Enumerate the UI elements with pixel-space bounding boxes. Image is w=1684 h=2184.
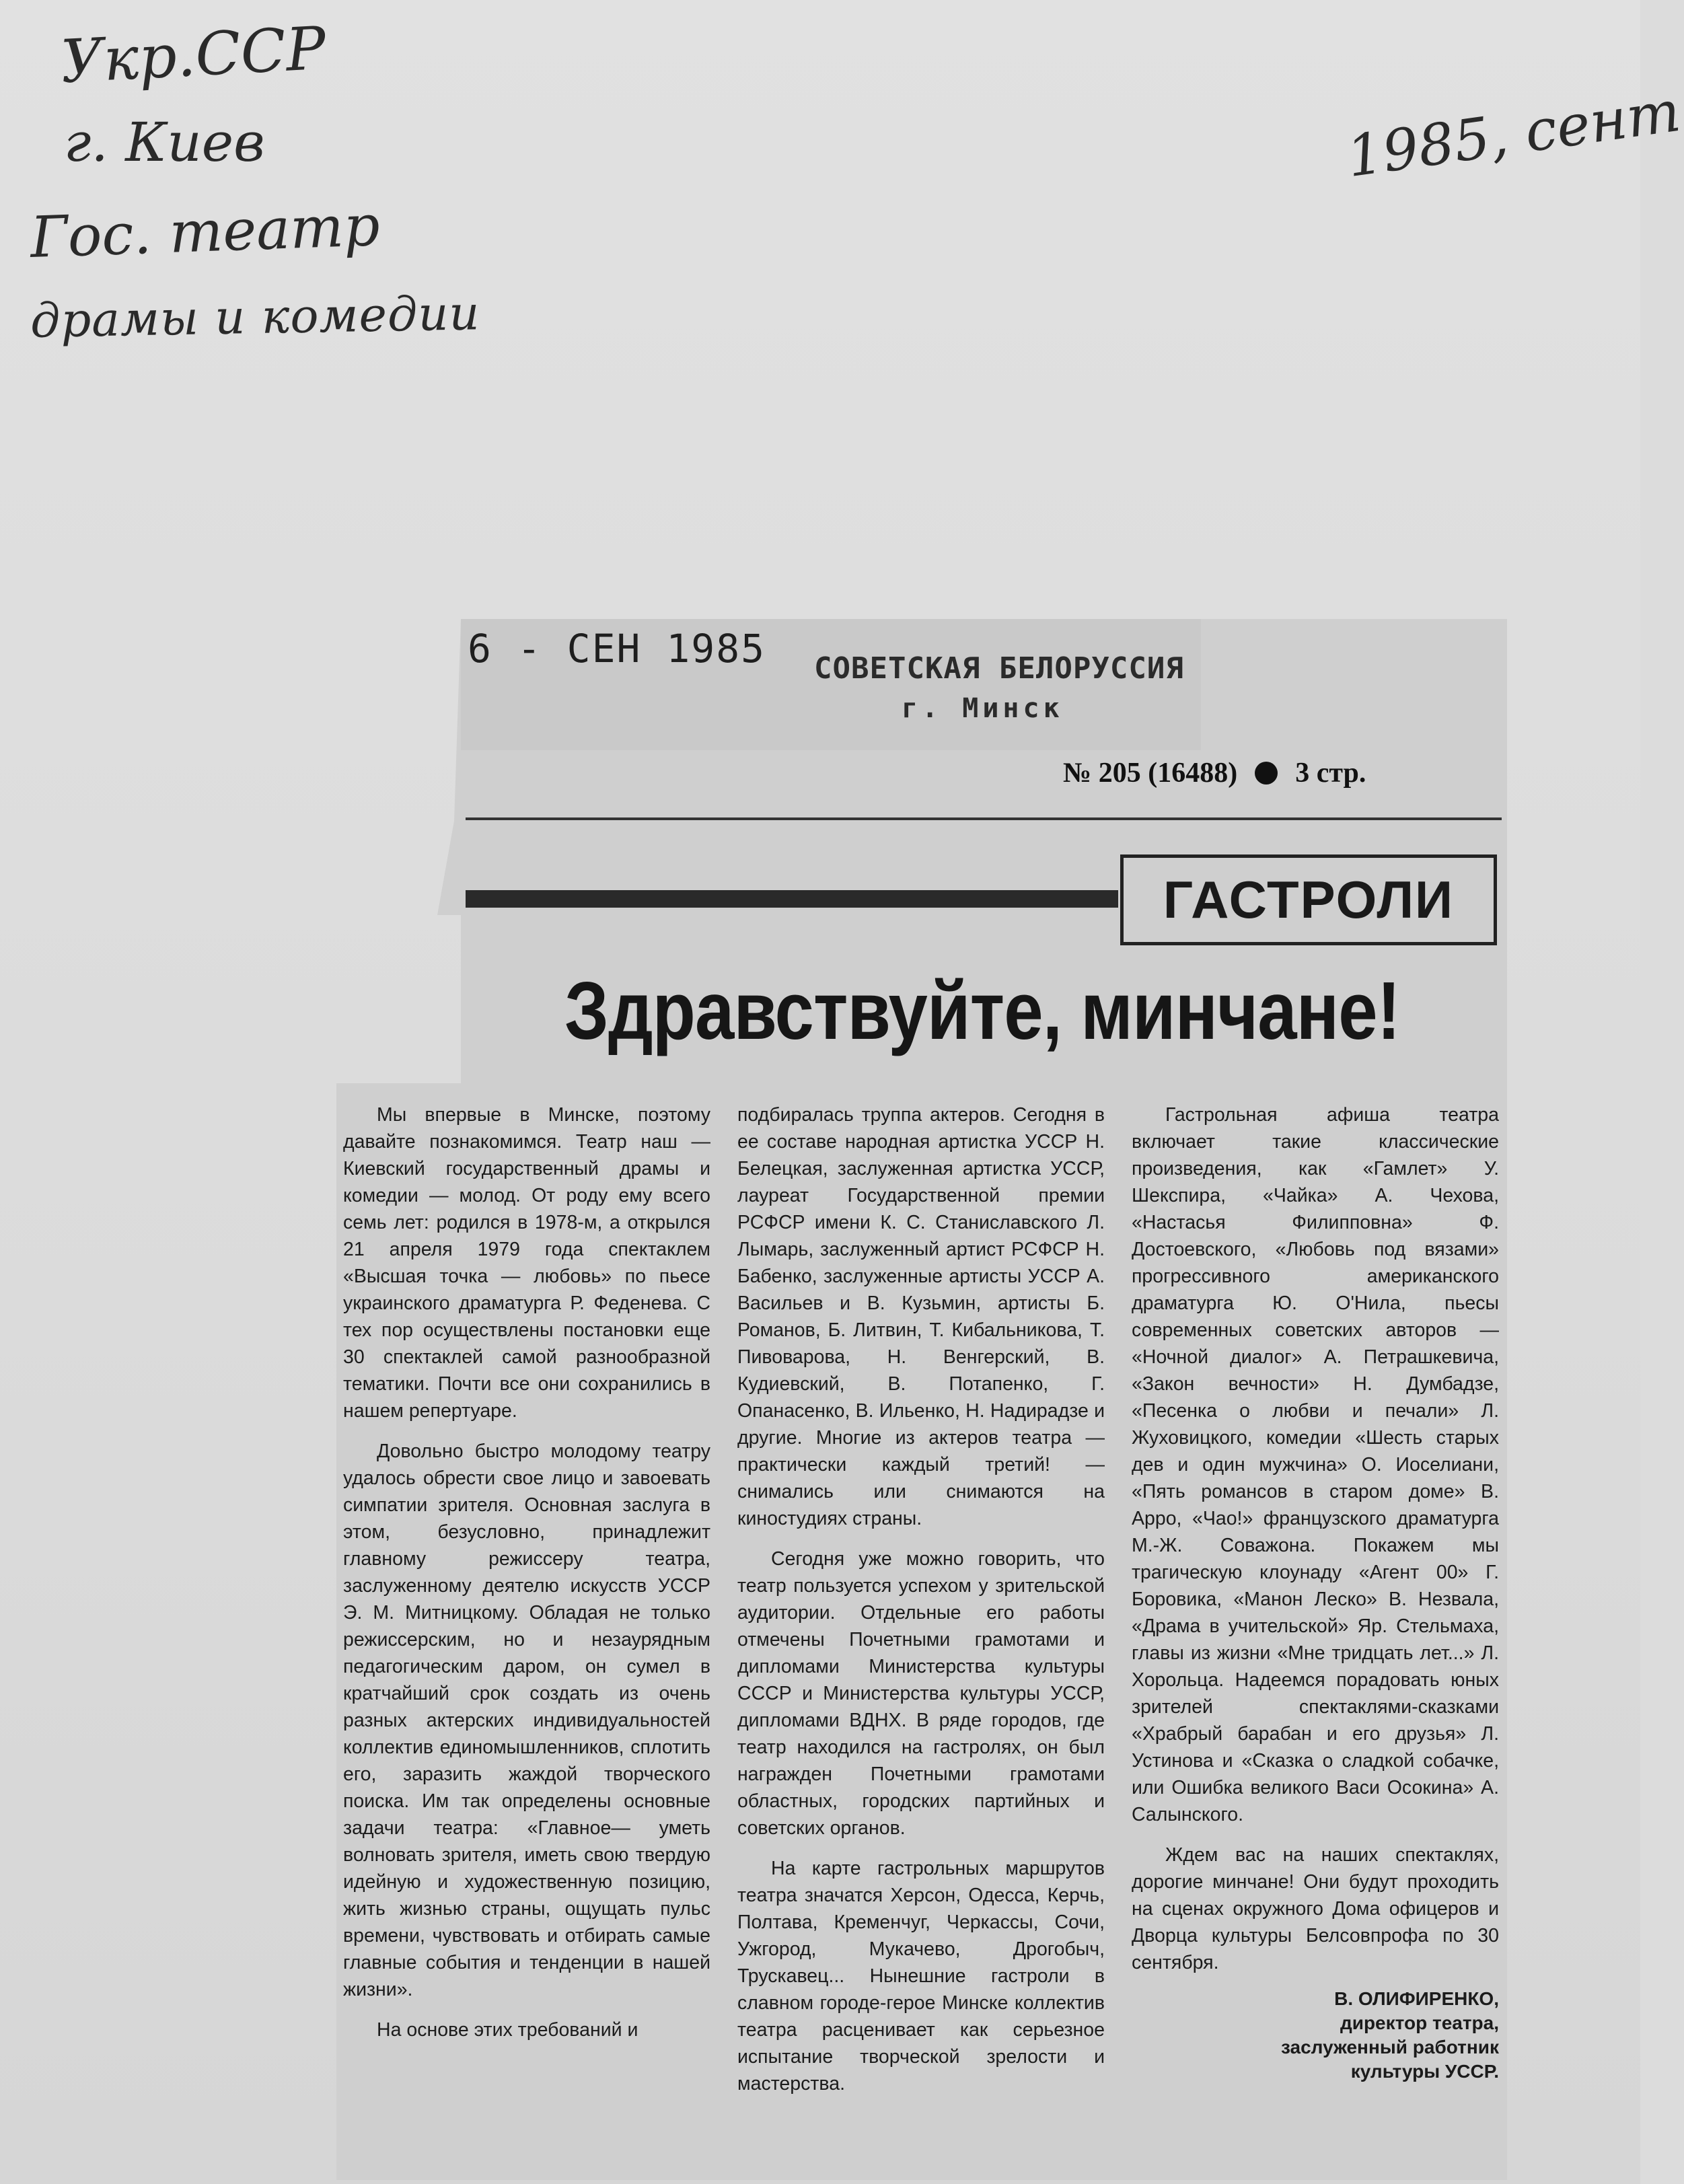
article-headline: Здравствуйте, минчане! [564,965,1400,1056]
article-column-1 [343,1101,710,2168]
author-signature [1132,1987,1499,2084]
article-column-3 [1132,1101,1499,2168]
stamp-date: 6 - СЕН 1985 [468,626,766,671]
paragraph: Гастрольная афиша театра включает такие классические произведения, как «Гамлет» У. Шекспира, «Чайка» А. Чехова, «Настасья Филипповна» Ф. Достоевского, «Любовь под вязами» прогрессивного американского драматурга Ю. О'Нила, пьесы современных советских авторов — «Ночной диалог» А. Петрашкевича, «Закон вечности» Н. Думбадзе, «Песенка о любви и печали» Л. Жуховицкого, комедии «Шесть старых дев и один мужчина» О. Иоселиани, «Пять романсов в старом доме» В. Арро, «Чао!» французского драматурга М.-Ж. Соважона. Покажем мы трагическую клоунаду «Агент 00» Г. Боровика, «Манон Леско» В. Незвала, «Драма в учительской» Яр. Стельмаха, главы из жизни «Мне тридцать лет...» Л. Хорольца. Надеемся порадовать юных зрителей спектаклями-сказками «Храбрый барабан и его друзья» Л. Устинова и «Сказка о сладкой собачке, или Ошибка великого Васи Осокина» А. Салынского. [1132,1104,1499,1825]
issue-info [1063,757,1366,789]
header-rule [466,817,1502,820]
author-name: В. ОЛИФИРЕНКО, [1334,1988,1499,2009]
paragraph: Довольно быстро молодому театру удалось обрести свое лицо и завоевать симпатии зрителя. Основная заслуга в этом, безусловно, принадлежит главному режиссеру театра, заслуженному деятелю искусств УССР Э. М. Митницкому. Обладая не только режиссерским, но и незаурядным педагогическим даром, он сумел в кратчайший срок создать из очень разных актерских индивидуальностей коллектив единомышленников, сплотить его, заразить жаждой творческого поиска. Им так определены основные задачи театра: «Главное— уметь волновать зрителя, иметь свою твердую идейную и художественную позицию, жить жизнью страны, ощущать пульс времени, чувствовать и отбирать самые главные события и тенденции в нашей жизни». [343,1441,710,2000]
paragraph: На карте гастрольных маршрутов театра значатся Херсон, Одесса, Керчь, Полтава, Кременчуг, Черкассы, Сочи, Ужгород, Мукачево, Дрогобыч, Трускавец... Нынешние гастроли в славном городе-герое Минске коллектив театра расценивает как серьезное испытание творческой зрелости и мастерства. [737,1858,1105,2095]
author-title: заслуженный работник [1280,2037,1499,2058]
stamp-newspaper-name: СОВЕТСКАЯ БЕЛОРУССИЯ [814,651,1184,686]
stamp-city: г. Минск [902,693,1064,724]
handwritten-note-theatre-type: драмы и комедии [30,285,481,349]
paragraph: На основе этих требований и [377,2019,638,2041]
handwritten-note-date: 1985, сент [1342,77,1684,190]
issue-page: 3 стр. [1295,758,1366,789]
paragraph: Мы впервые в Минске, поэтому давайте познакомимся. Театр наш — Киевский государственный драмы и комедии — молод. От роду ему всего семь лет: родился в 1978-м, а открылся 21 апреля 1979 года спектаклем «Высшая точка — любовь» по пьесе украинского драматурга Р. Феденева. С тех пор осуществлены постановки еще 30 спектаклей самой разнообразной тематики. Почти все они сохранились в нашем репертуаре. [343,1104,710,1422]
handwritten-note-theatre: Гос. театр [29,192,381,271]
issue-number: № 205 (16488) [1063,758,1238,789]
handwritten-note-republic: Укр.ССР [59,13,328,97]
author-role: директор театра, [1340,2012,1499,2033]
handwritten-note-city: г. Киев [64,111,265,174]
author-title-cont: культуры УССР. [1350,2061,1499,2082]
paragraph: подбиралась труппа актеров. Сегодня в ее составе народная артистка УССР Н. Белецкая, заслуженная артистка УССР, лауреат Государственной премии РСФСР имени К. С. Станиславского Л. Лымарь, заслуженный артист РСФСР Н. Бабенко, заслуженные артисты УССР А. Васильев и В. Кузьмин, артисты Б. Романов, Б. Литвин, Т. Кибальникова, Т. Пивоварова, Н. Венгерский, В. Кудиевский, В. Потапенко, Г. Опанасенко, В. Ильенко, Н. Надирадзе и другие. Многие из актеров театра — практически каждый третий! — снимались или снимаются на киностудиях страны. [737,1104,1105,1529]
bullet-icon [1255,762,1278,785]
paragraph: Сегодня уже можно говорить, что театр пользуется успехом у зрительской аудитории. Отдельные его работы отмечены Почетными грамотами и дипломами Министерства культуры СССР и Министерства культуры УССР, дипломами ВДНХ. В ряде городов, где театр находился на гастролях, он был награжден Почетными грамотами областных, городских партийных и советских органов. [737,1548,1105,1839]
article-column-2 [737,1101,1105,2168]
article-body [343,1101,1500,2168]
rubric-bar [466,890,1118,908]
rubric-label: ГАСТРОЛИ [1120,854,1497,945]
paragraph: Ждем вас на наших спектаклях, дорогие минчане! Они будут проходить на сценах окружного Дома офицеров и Дворца культуры Белсовпрофа по 30 сентября. [1132,1844,1499,1973]
